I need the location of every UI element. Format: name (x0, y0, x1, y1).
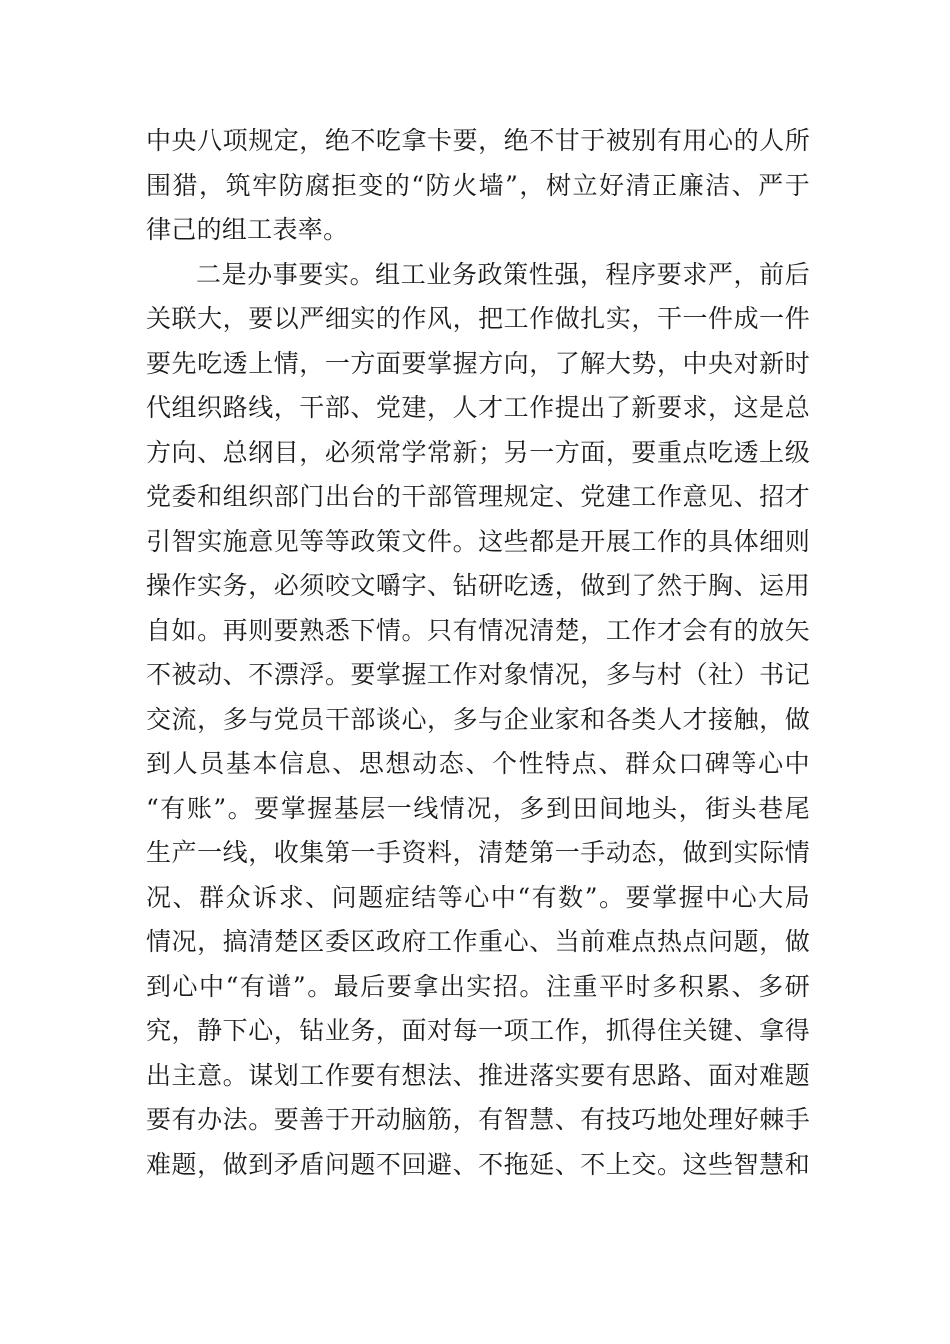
text-line: 交流，多与党员干部谈心，多与企业家和各类人才接触，做 (146, 704, 810, 734)
text-line: 党委和组织部门出台的干部管理规定、党建工作意见、招才 (146, 482, 810, 511)
paragraph-1 (146, 119, 810, 253)
text-line: 情况，搞清楚区委区政府工作重心、当前难点热点问题，做 (146, 927, 810, 956)
text-line: 出主意。谋划工作要有想法、推进落实要有思路、面对难题 (146, 1060, 810, 1090)
text-line: 引智实施意见等等政策文件。这些都是开展工作的具体细则 (146, 526, 810, 556)
text-line: 二是办事要实。组工业务政策性强，程序要求严，前后 (196, 259, 810, 289)
text-line: 代组织路线，干部、党建，人才工作提出了新要求，这是总 (146, 393, 810, 422)
text-line: 关联大，要以严细实的作风，把工作做扎实，干一件成一件 (146, 304, 810, 333)
paragraph-2 (146, 253, 810, 1188)
text-line: 究，静下心，钻业务，面对每一项工作，抓得住关键、拿得 (146, 1016, 810, 1045)
text-line: 到人员基本信息、思想动态、个性特点、群众口碑等心中 (146, 749, 810, 778)
text-line: 方向、总纲目，必须常学常新；另一方面，要重点吃透上级 (146, 437, 810, 467)
text-line: 要有办法。要善于开动脑筋，有智慧、有技巧地处理好棘手 (146, 1105, 810, 1134)
text-line: 律己的组工表率。 (146, 215, 349, 244)
text-line: 中央八项规定，绝不吃拿卡要，绝不甘于被别有用心的人所 (146, 126, 810, 155)
text-line: 自如。再则要熟悉下情。只有情况清楚，工作才会有的放矢 (146, 615, 810, 645)
text-line: 生产一线，收集第一手资料，清楚第一手动态，做到实际情 (146, 838, 810, 867)
text-line: 围猎，筑牢防腐拒变的“防火墙”，树立好清正廉洁、严于 (146, 170, 810, 200)
text-line: 到心中“有谱”。最后要拿出实招。注重平时多积累、多研 (146, 971, 810, 1001)
text-line: 难题，做到矛盾问题不回避、不拖延、不上交。这些智慧和 (146, 1149, 810, 1179)
text-line: “有账”。要掌握基层一线情况，多到田间地头，街头巷尾 (146, 793, 810, 823)
body-text (146, 119, 810, 1187)
text-line: 况、群众诉求、问题症结等心中“有数”。要掌握中心大局 (146, 882, 810, 912)
text-line: 操作实务，必须咬文嚼字、钻研吃透，做到了然于胸、运用 (146, 571, 810, 600)
text-line: 不被动、不漂浮。要掌握工作对象情况，多与村（社）书记 (146, 660, 810, 689)
text-line: 要先吃透上情，一方面要掌握方向，了解大势，中央对新时 (146, 348, 810, 378)
